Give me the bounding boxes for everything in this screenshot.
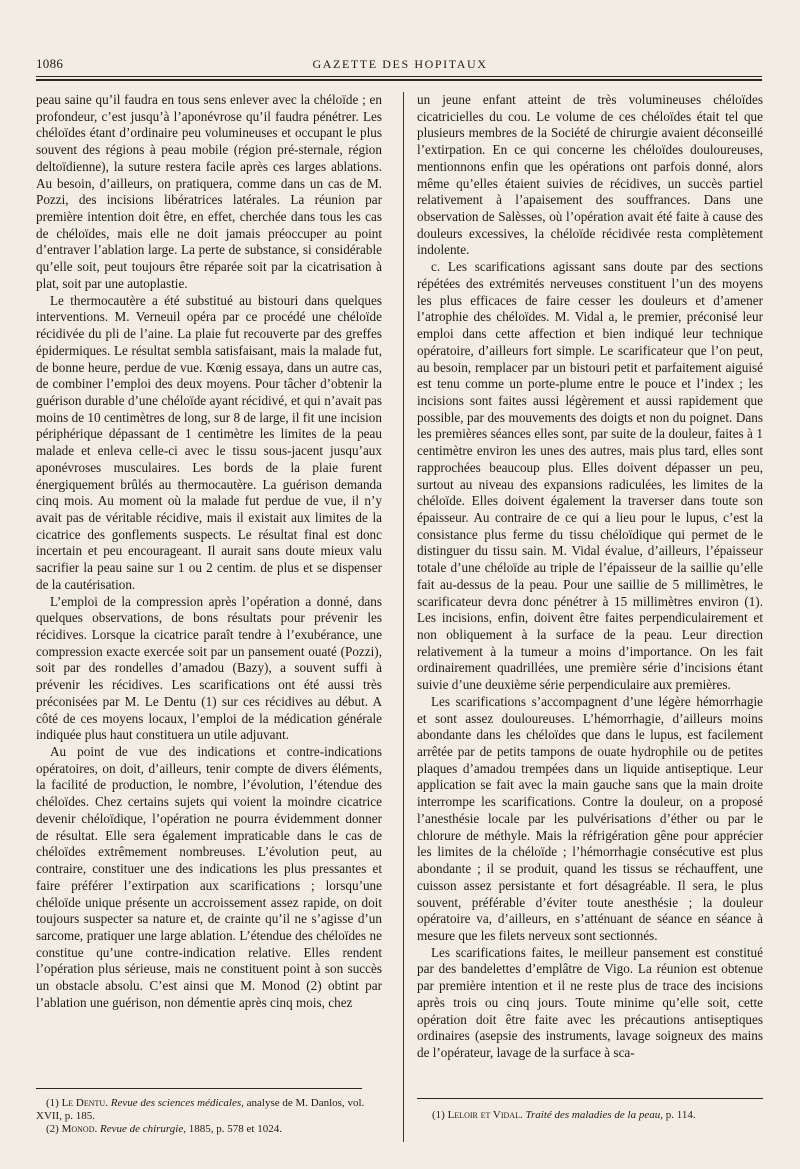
page-number: 1086	[36, 56, 64, 71]
footnote-number: (1)	[432, 1109, 445, 1121]
paragraph: peau saine qu’il faudra en tous sens enlever avec la chéloïde ; en profondeur, c’est jusqu’à l’aponévrose qu’il faudra pénétrer. Les chéloïdes étant d’ordinaire peu volumineuses et occupant le plus souvent des régions à peau mobile (région pré-sternale, région deltoïdienne), la suture restera facile après ces larges ablations. Au besoin, d’ailleurs, on pratiquera, comme dans un cas de M. Pozzi, des incisions libératrices latérales. La réunion par première intention doit être, en effet, cherchée dans tous les cas de chéloïdes, mais elle ne doit jamais préoccuper au point d’entraver l’ablation large. La perte de substance, si considérable qu’elle soit, peut toujours être réparée soit par la cicatrisation à plat, soit par une autoplastie.	[36, 92, 382, 291]
footnote	[36, 1123, 386, 1136]
footnote-title: Revue des sciences médicales,	[110, 1097, 244, 1109]
page-header	[30, 52, 770, 74]
footnote-author: Leloir et Vidal.	[447, 1109, 523, 1121]
paragraph: Les scarifications s’accompagnent d’une légère hémorrhagie et sont assez douloureuses. L’hémorrhagie, d’ailleurs moins abondante dans les chéloïdes que dans le lupus, est facilement arrêtée par de petits tampons de ouate hydrophile ou de petites plaques d’amadou trempées dans un liquide antiseptique. Leur application se fait avec la main gauche sans que la main droite interrompe les scarifications. Contre la douleur, on a proposé l’anesthésie locale par les pulvérisations d’éther ou par le chlorure de méthyle. Mais la réfrigération gêne pour apprécier les limites de la chéloïde ; l’hémorrhagie consécutive est plus abondante ; il se produit, quand les tissus se réchauffent, une cuisson assez persistante et fort désagréable. Il sera, le plus souvent, préférable d’éviter toute anesthésie ; la douleur opératoire va, d’ailleurs, en s’atténuant de séance en séance à mesure que les filets nerveux sont sectionnés.	[417, 693, 763, 943]
footnote-title: Traité des maladies de la peau,	[525, 1109, 663, 1121]
paragraph: c. Les scarifications agissant sans doute par des sections répétées des extrémités nerveuses constituent l’un des moyens les plus efficaces de faire cesser les douleurs et d’amener l’atrophie des chéloïdes. M. Vidal a, le premier, préconisé leur emploi dans cette affection et bien indiqué leur technique opératoire, d’ailleurs fort simple. Le scarificateur que l’on peut, au besoin, remplacer par un bistouri petit et parfaitement aiguisé est tenu comme un porte-plume entre le pouce et l’index ; les incisions sont faites aussi légèrement et aussi rapidement que possible, par des mouvements des doigts et non du poignet. Dans les premières séances elles sont, par suite de la douleur, faites à 1 centimètre environ les unes des autres, mais plus tard, elles sont rapprochées beaucoup plus. Elles doivent dépasser un peu, surtout au niveau des expansions radiculées, les limites de la chéloïde. Elles doivent également la traverser dans toute son épaisseur. Au contraire de ce qui a lieu pour le lupus, c’est la consistance plus ferme du tissu chéloïdique qui permet de le distinguer du tissu sain. M. Vidal évalue, d’ailleurs, l’épaisseur totale d’une chéloïde au triple de l’épaisseur de la saillie qu’elle fait au-dessus de la peau. Pour une saillie de 5 millimètres, le scarificateur devra donc pénétrer à 15 millimètres environ (1). Les incisions, enfin, doivent être faites perpendiculairement et non obliquement à la surface de la peau. Leur direction relativement à la tumeur a moins d’importance. On les fait ordinairement quadrillées, une première série d’incisions étant suivie d’une deuxième série perpendiculaire aux premières.	[417, 259, 763, 693]
footnote-author: Le Dentu.	[61, 1097, 108, 1109]
paragraph: Au point de vue des indications et contre-indications opératoires, on doit, d’ailleurs, tenir compte de divers éléments, la facilité de production, le nombre, l’évolution, l’étendue des chéloïdes. Chez certains sujets qui voient la moindre cicatrice devenir chéloïdique, l’opération ne pourra évidemment donner de résultat. Elle sera également impraticable dans le cas de chéloïdes extrêmement nombreuses. L’évolution peut, au contraire, constituer une des indications les plus pressantes et faire préférer l’extirpation aux scarifications ; lorsqu’une chéloïde unique présente un accroissement assez rapide, on doit toujours suspecter sa nature et, de crainte qu’il ne s’agisse d’un sarcome, pratiquer une large ablation. L’étendue des chéloïdes ne constitue qu’une contre-indication relative. Elles rendent l’opération plus sérieuse, mais ne constituent point à son succès un obstacle absolu. C’est ainsi que M. Monod (2) obtint par l’ablation une guérison, non démentie après cinq mois, chez	[36, 744, 382, 1010]
footnote-rule	[36, 1088, 362, 1089]
paragraph: Le thermocautère a été substitué au bistouri dans quelques interventions. M. Verneuil opéra par ce procédé une chéloïde récidivée du pli de l’aine. La plaie fut recouverte par des greffes épidermiques. Le résultat sembla satisfaisant, mais la malade fut, de bonne heure, perdue de vue. Kœnig essaya, dans un autre cas, de combiner l’emploi des deux moyens. Pour tâcher d’obtenir la guérison durable d’une chéloïde ayant récidivé, et qui n’avait pas moins de 10 centimètres de long, sur 8 de large, il fit une incision périphérique dépassant de 1 centimètre les limites de la peau malade et enleva celle-ci avec le tissu sous-jacent jusqu’aux aponévroses musculaires. Les bords de la plaie furent énergiquement brûlés au thermocautère. La guérison demanda cinq mois. Au moment où la malade fut perdue de vue, il n’y avait pas de véritable récidive, mais il existait aux limites de la cicatrice des gonflements suspects. Le résultat final est donc incertain et peu encourageant. Il aurait sans doute mieux valu sacrifier la peau saine sur 1 ou 2 centim. de plus et se dispenser de la cautérisation.	[36, 292, 382, 592]
footnote	[422, 1109, 762, 1122]
right-column	[417, 92, 763, 1084]
footnote-reference: 1885, p. 578 et 1024.	[188, 1123, 282, 1135]
column-divider	[403, 92, 404, 1142]
footnote-number: (2)	[46, 1123, 59, 1135]
running-title: GAZETTE DES HOPITAUX	[312, 57, 488, 71]
footnote	[36, 1097, 386, 1123]
header-rule	[36, 76, 762, 77]
left-column	[36, 92, 382, 1082]
header-rule-thick	[36, 79, 762, 81]
left-footnotes	[36, 1097, 386, 1136]
footnote-reference: analyse de M. Danlos, vol. XVII, p. 185.	[36, 1097, 365, 1122]
footnote-number: (1)	[46, 1097, 59, 1109]
footnote-author: Monod.	[61, 1123, 98, 1135]
right-footnotes	[422, 1109, 762, 1122]
footnote-reference: p. 114.	[665, 1109, 696, 1121]
footnote-rule	[417, 1098, 763, 1099]
paragraph: un jeune enfant atteint de très volumineuses chéloïdes cicatricielles du cou. Le volume de ces chéloïdes était tel que plusieurs membres de la Société de chirurgie avaient déconseillé l’extirpation. En ce qui concerne les chéloïdes douloureuses, mentionnons enfin que les opérations ont parfois donné, alors même qu’elles étaient suivies de récidives, un succès partiel relativement à l’apaisement des souffrances. Dans une observation de Salèsses, où l’opération avait été faite à cause des douleurs excessives, la chéloïde récidivée resta complètement indolente.	[417, 92, 763, 258]
paragraph: L’emploi de la compression après l’opération a donné, dans quelques observations, de bons résultats pour prévenir les récidives. Lorsque la cicatrice paraît tendre à l’exubérance, une compression exacte exercée soit par un pansement ouaté (Pozzi), soit par des rondelles d’amadou (Bazy), a souvent suffi à prévenir les récidives. Les scarifications ont été aussi très préconisées par M. Le Dentu (1) sur ces récidives au début. A côté de ces moyens locaux, l’emploi de la médication générale indiquée plus haut constituera un utile adjuvant.	[36, 593, 382, 743]
footnote-title: Revue de chirurgie,	[99, 1123, 186, 1135]
paragraph: Les scarifications faites, le meilleur pansement est constitué par des bandelettes d’emplâtre de Vigo. La réunion est obtenue par première intention et il ne reste plus de trace des incisions après trois ou cinq jours. Toute minime qu’elle soit, cette opération doit être faite avec les précautions antiseptiques ordinaires (asepsie des instruments, lavage soigneux des mains de l’opérateur, lavage de la surface à sca-	[417, 944, 763, 1060]
